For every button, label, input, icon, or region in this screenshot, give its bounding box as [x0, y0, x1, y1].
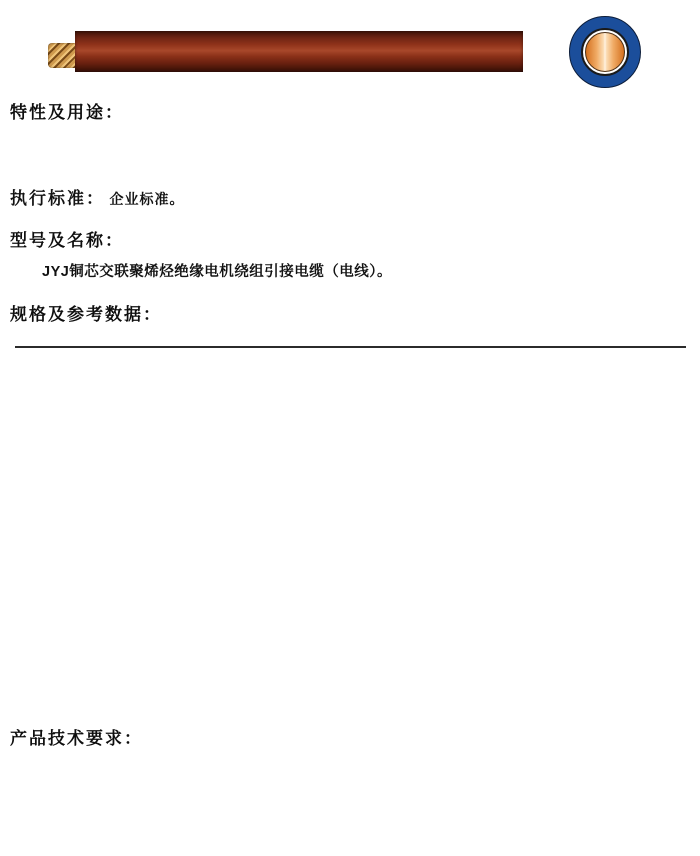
- product-photo: [0, 0, 700, 96]
- section-heading-requirements: 产品技术要求：: [10, 729, 143, 748]
- cross-section-insulation-ring: [581, 28, 629, 76]
- model-value: JYJ铜芯交联聚烯烃绝缘电机绕组引接电缆（电线）。: [42, 264, 393, 280]
- section-heading-specs: 规格及参考数据：: [10, 305, 162, 324]
- section-heading-standard: 执行标准：: [10, 189, 105, 208]
- cable-body: [75, 31, 523, 72]
- cable-cross-section: [569, 16, 641, 88]
- spec-table: [15, 346, 686, 348]
- section-heading-model: 型号及名称：: [10, 231, 124, 250]
- standard-value: 企业标准。: [109, 191, 185, 207]
- standard-row: [10, 184, 694, 209]
- section-heading-features: 特性及用途：: [10, 103, 124, 122]
- cross-section-copper-core: [585, 32, 625, 72]
